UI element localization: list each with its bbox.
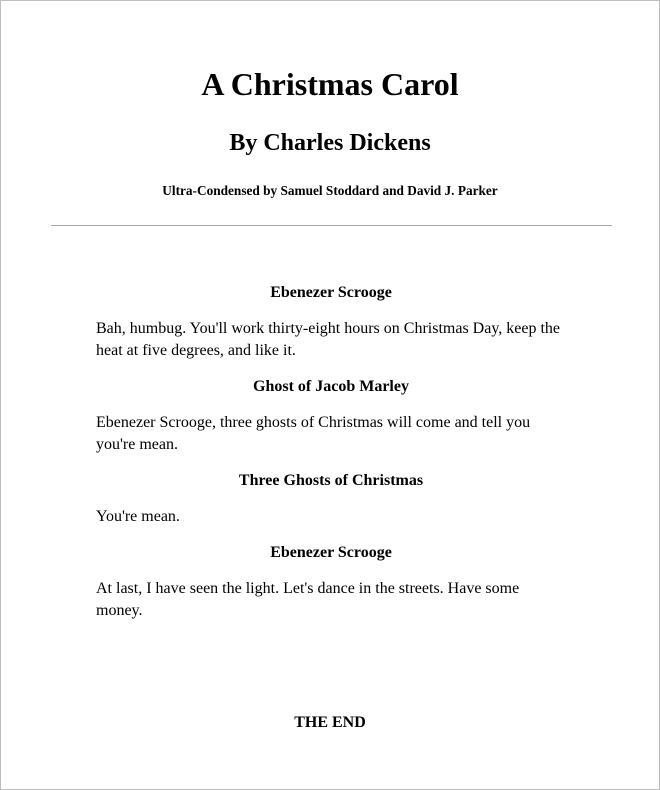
speaker-name: Ebenezer Scrooge bbox=[270, 544, 392, 561]
page-title: A Christmas Carol bbox=[201, 66, 459, 102]
credit-line: Ultra-Condensed by Samuel Stoddard and David J. Parker bbox=[162, 183, 498, 198]
the-end-label: THE END bbox=[294, 714, 366, 731]
speaker-name: Three Ghosts of Christmas bbox=[238, 472, 424, 489]
author-heading: By Charles Dickens bbox=[229, 130, 431, 156]
script-body bbox=[96, 281, 566, 635]
horizontal-divider bbox=[51, 225, 612, 226]
dialogue-block bbox=[96, 375, 566, 456]
dialogue-block bbox=[96, 541, 566, 622]
dialogue-line: Bah, humbug. You'll work thirty-eight hours on Christmas Day, keep the heat at five degrees, and like it. bbox=[96, 320, 561, 359]
dialogue-line: Ebenezer Scrooge, three ghosts of Christmas will come and tell you you're mean. bbox=[96, 414, 531, 453]
speaker-name: Ebenezer Scrooge bbox=[270, 284, 392, 301]
dialogue-block bbox=[96, 281, 566, 362]
dialogue-line: You're mean. bbox=[96, 508, 180, 525]
dialogue-block bbox=[96, 469, 566, 528]
dialogue-line: At last, I have seen the light. Let's dance in the streets. Have some money. bbox=[96, 580, 520, 619]
speaker-name: Ghost of Jacob Marley bbox=[253, 378, 409, 395]
